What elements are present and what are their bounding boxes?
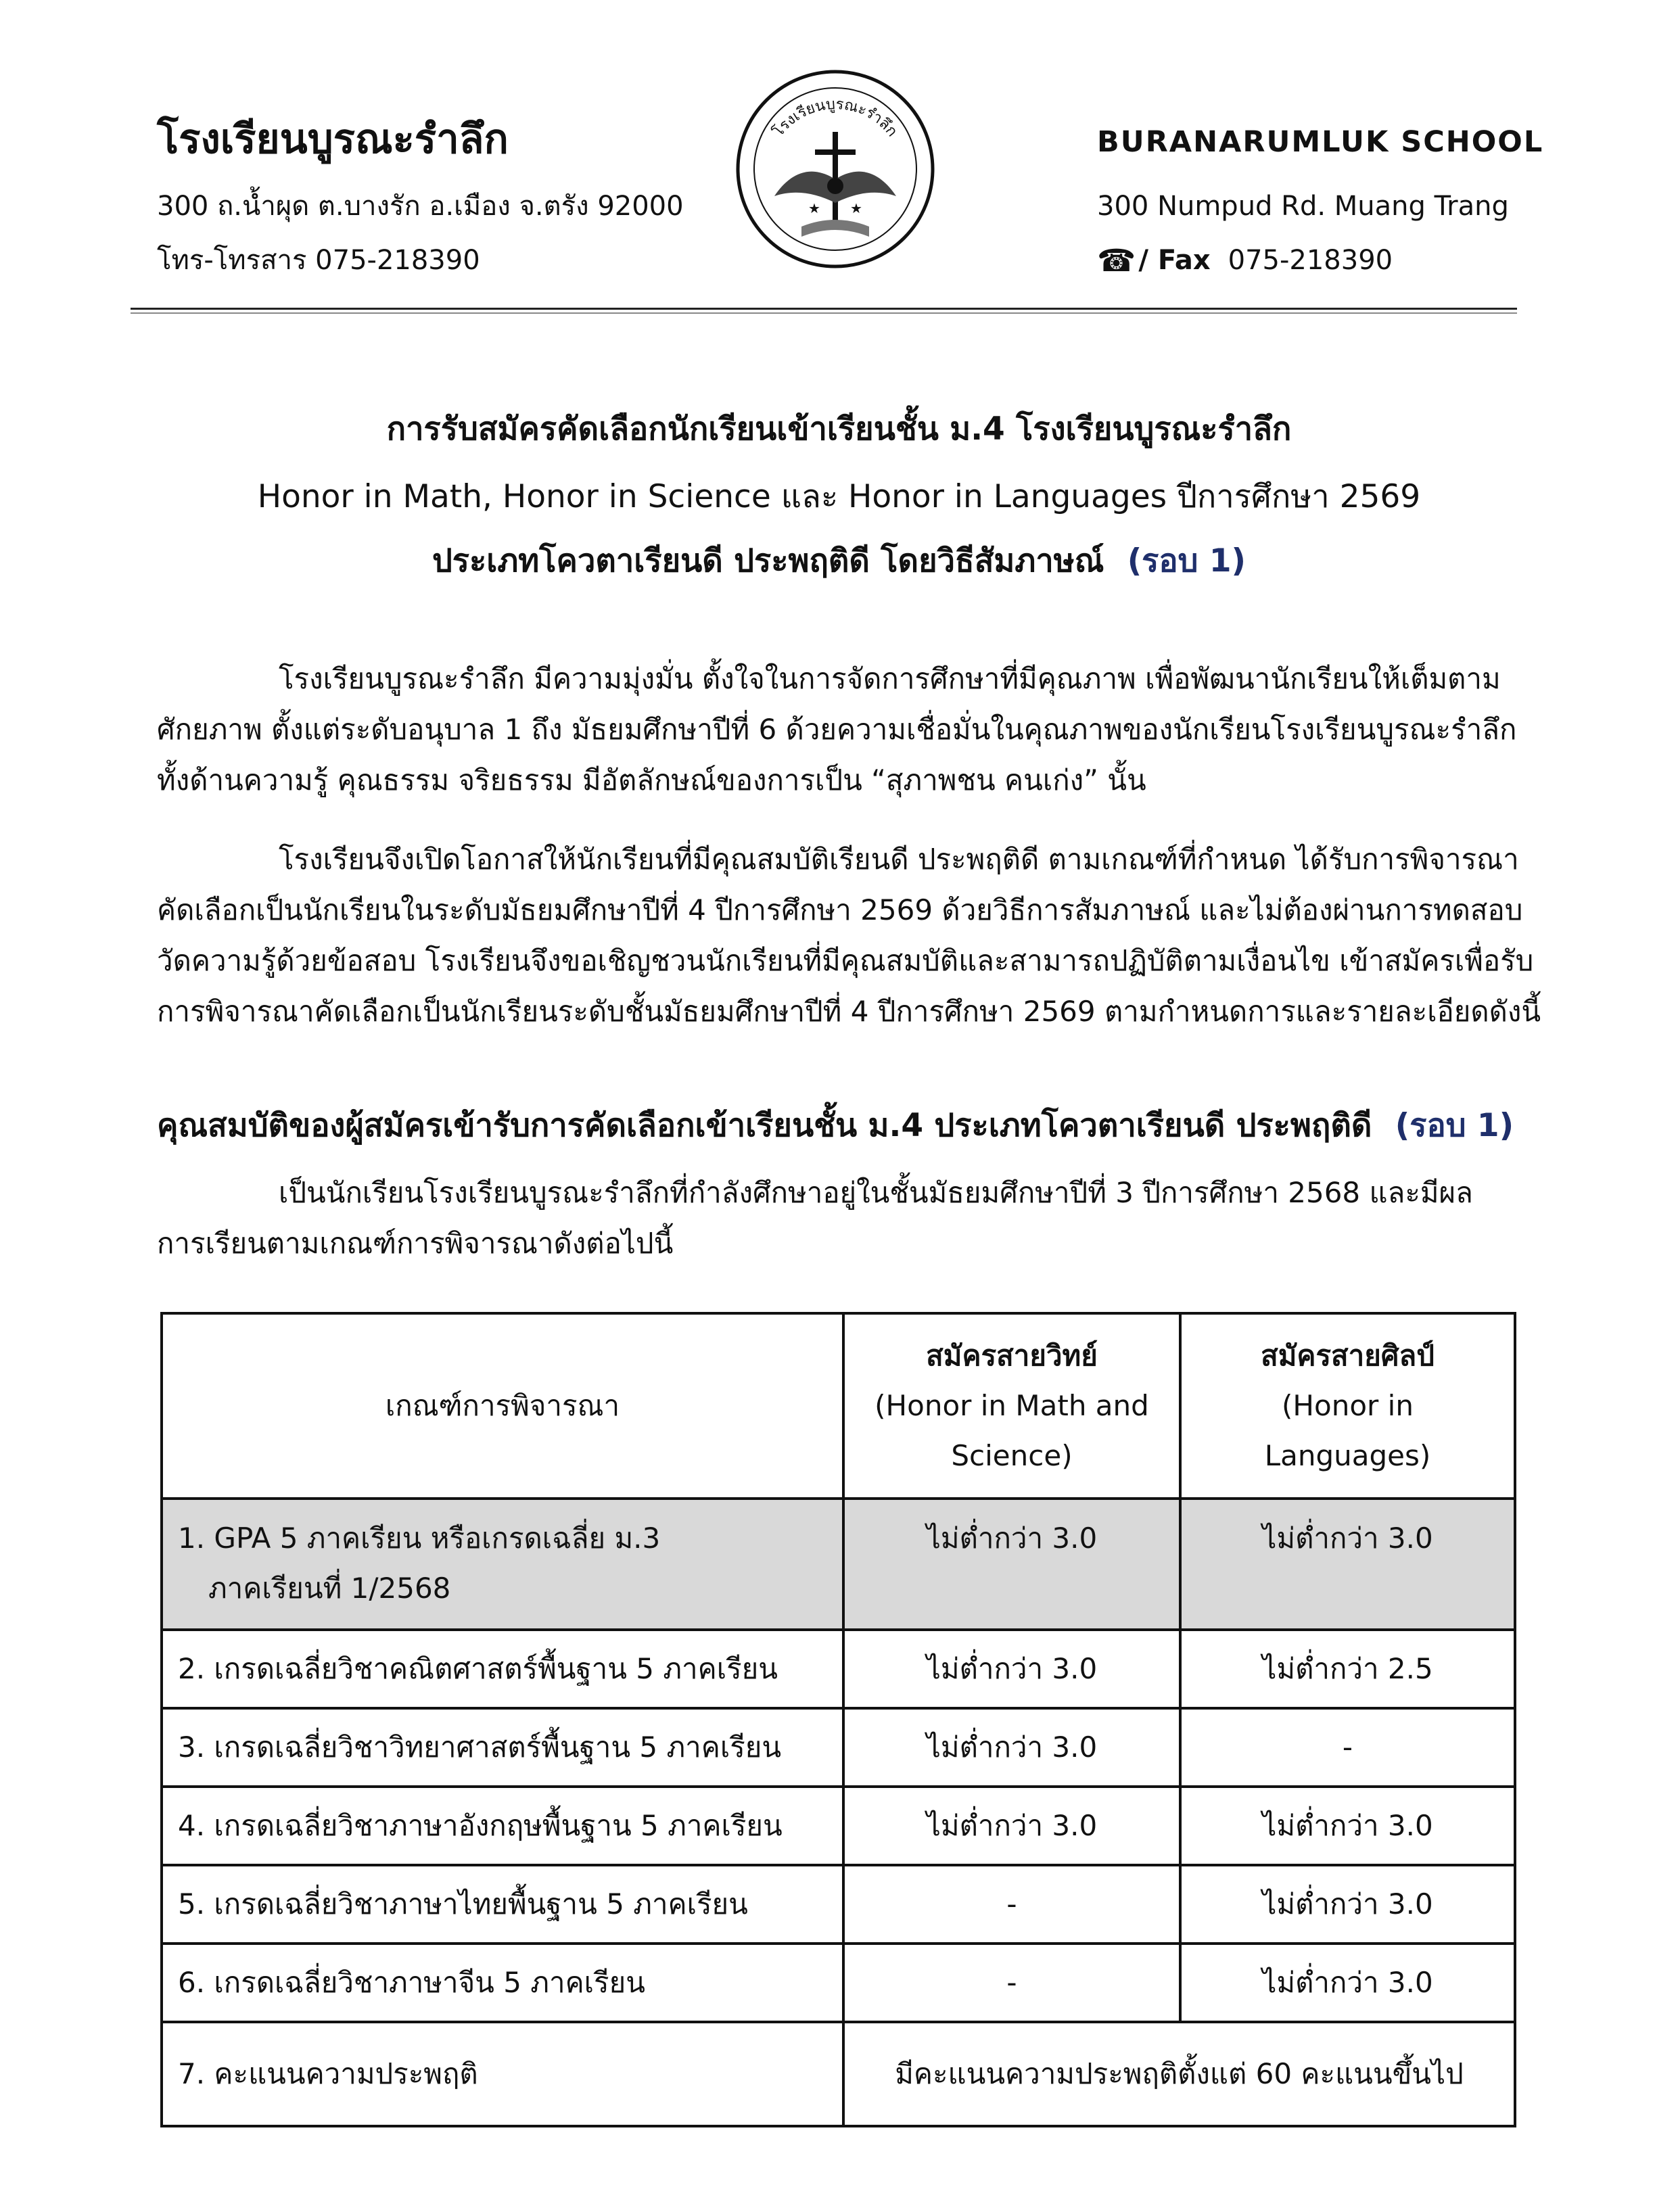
arts-cell: - xyxy=(1180,1708,1515,1787)
school-name-thai: โรงเรียนบูรณะรำลึก xyxy=(157,116,509,163)
criteria-column-header: เกณฑ์การพิจารณา xyxy=(162,1313,843,1499)
arts-header-line: Languages) xyxy=(1264,1439,1431,1472)
svg-text:★: ★ xyxy=(850,200,862,216)
science-column-header xyxy=(843,1313,1180,1499)
school-fax xyxy=(1097,240,1393,281)
paragraph-line: คัดเลือกเป็นนักเรียนในระดับมัธยมศึกษาปีที่ 4 ปีการศึกษา 2569 ด้วยวิธีการสัมภาษณ์ และไม่ต้องผ่านการทดสอบ xyxy=(157,893,1523,926)
table-header-row xyxy=(162,1313,1515,1499)
science-header-line: Science) xyxy=(951,1439,1073,1472)
arts-cell: ไม่ต่ำกว่า 3.0 xyxy=(1180,1944,1515,2022)
science-cell: ไม่ต่ำกว่า 3.0 xyxy=(843,1630,1180,1708)
table-row xyxy=(162,1944,1515,2022)
arts-column-header xyxy=(1180,1313,1515,1499)
announcement-title-line1: การรับสมัครคัดเลือกนักเรียนเข้าเรียนชั้น ม.4 โรงเรียนบูรณะรำลึก xyxy=(386,410,1292,448)
paragraph-line: เป็นนักเรียนโรงเรียนบูรณะรำลึกที่กำลังศึกษาอยู่ในชั้นมัธยมศึกษาปีที่ 3 ปีการศึกษา 2568 และมีผล xyxy=(279,1176,1473,1209)
science-cell: ไม่ต่ำกว่า 3.0 xyxy=(843,1499,1180,1630)
criterion-cell xyxy=(162,1499,843,1630)
header-divider xyxy=(131,308,1517,310)
phone-icon: ☎ xyxy=(1097,242,1136,279)
criterion-cell: 6. เกรดเฉลี่ยวิชาภาษาจีน 5 ภาคเรียน xyxy=(162,1944,843,2022)
school-address-english: 300 Numpud Rd. Muang Trang xyxy=(1097,191,1509,222)
criterion-line: 1. GPA 5 ภาคเรียน หรือเกรดเฉลี่ย ม.3 xyxy=(178,1522,661,1555)
criterion-cell: 3. เกรดเฉลี่ยวิชาวิทยาศาสตร์พื้นฐาน 5 ภาคเรียน xyxy=(162,1708,843,1787)
qualifications-heading xyxy=(157,1102,1514,1150)
school-name-english: BURANARUMLUK SCHOOL xyxy=(1097,125,1544,159)
school-phone-thai: โทร-โทรสาร 075-218390 xyxy=(157,245,480,276)
paragraph-line: วัดความรู้ด้วยข้อสอบ โรงเรียนจึงขอเชิญชวนนักเรียนที่มีคุณสมบัติและสามารถปฏิบัติตามเงื่อนไข เข้าสมัครเพื่อรับ xyxy=(157,944,1534,977)
paragraph-line: โรงเรียนบูรณะรำลึก มีความมุ่งมั่น ตั้งใจในการจัดการศึกษาที่มีคุณภาพ เพื่อพัฒนานักเรียนให้เต็มตาม xyxy=(279,662,1501,695)
announcement-title-line3 xyxy=(0,538,1678,585)
science-cell: ไม่ต่ำกว่า 3.0 xyxy=(843,1708,1180,1787)
svg-text:★: ★ xyxy=(808,200,820,216)
criterion-cell: 4. เกรดเฉลี่ยวิชาภาษาอังกฤษพื้นฐาน 5 ภาคเรียน xyxy=(162,1787,843,1865)
school-address-thai: 300 ถ.น้ำผุด ต.บางรัก อ.เมือง จ.ตรัง 92000 xyxy=(157,191,684,222)
table-row xyxy=(162,1865,1515,1944)
intro-paragraph-2 xyxy=(157,840,1541,1043)
paragraph-line: การพิจารณาคัดเลือกเป็นนักเรียนระดับชั้นมัธยมศึกษาปีที่ 4 ปีการศึกษา 2569 ตามกำหนดการและรายละเอียดดังนี้ xyxy=(157,995,1541,1028)
title-line3-text: ประเภทโควตาเรียนดี ประพฤติดี โดยวิธีสัมภาษณ์ xyxy=(432,542,1104,580)
qualifications-round-label: (รอบ 1) xyxy=(1395,1107,1514,1144)
paragraph-line: การเรียนตามเกณฑ์การพิจารณาดังต่อไปนี้ xyxy=(157,1227,674,1260)
criterion-cell: 2. เกรดเฉลี่ยวิชาคณิตศาสตร์พื้นฐาน 5 ภาคเรียน xyxy=(162,1630,843,1708)
conduct-score-cell: มีคะแนนความประพฤติตั้งแต่ 60 คะแนนขึ้นไป xyxy=(843,2022,1515,2126)
qualifications-paragraph xyxy=(157,1173,1516,1275)
table-row xyxy=(162,1499,1515,1630)
table-row xyxy=(162,2022,1515,2126)
criteria-table xyxy=(160,1312,1516,2127)
arts-cell: ไม่ต่ำกว่า 3.0 xyxy=(1180,1787,1515,1865)
paragraph-line: ศักยภาพ ตั้งแต่ระดับอนุบาล 1 ถึง มัธยมศึกษาปีที่ 6 ด้วยความเชื่อมั่นในคุณภาพของนักเรียนโรงเรียนบูรณะรำลึก xyxy=(157,713,1517,746)
paragraph-line: โรงเรียนจึงเปิดโอกาสให้นักเรียนที่มีคุณสมบัติเรียนดี ประพฤติดี ตามเกณฑ์ที่กำหนด ได้รับการพิจารณา xyxy=(279,843,1519,876)
table-row xyxy=(162,1708,1515,1787)
header-divider-shadow xyxy=(131,312,1517,314)
fax-label: / Fax xyxy=(1138,245,1211,276)
arts-header-line: สมัครสายศิลป์ xyxy=(1261,1339,1435,1372)
criterion-cell: 7. คะแนนความประพฤติ xyxy=(162,2022,843,2126)
criterion-cell: 5. เกรดเฉลี่ยวิชาภาษาไทยพื้นฐาน 5 ภาคเรียน xyxy=(162,1865,843,1944)
table-row xyxy=(162,1630,1515,1708)
arts-header-line: (Honor in xyxy=(1282,1389,1414,1422)
paragraph-line: ทั้งด้านความรู้ คุณธรรม จริยธรรม มีอัตลักษณ์ของการเป็น “สุภาพชน คนเก่ง” นั้น xyxy=(157,763,1146,797)
announcement-title-line2: Honor in Math, Honor in Science และ Honor in Languages ปีการศึกษา 2569 xyxy=(257,478,1421,515)
science-cell: ไม่ต่ำกว่า 3.0 xyxy=(843,1787,1180,1865)
logo-text: โรงเรียนบูรณะรำลึก xyxy=(770,96,901,141)
science-cell: - xyxy=(843,1865,1180,1944)
science-cell: - xyxy=(843,1944,1180,2022)
title-round-label: (รอบ 1) xyxy=(1127,542,1246,580)
science-header-line: สมัครสายวิทย์ xyxy=(926,1339,1098,1372)
school-logo xyxy=(734,68,937,270)
arts-cell: ไม่ต่ำกว่า 3.0 xyxy=(1180,1499,1515,1630)
science-header-line: (Honor in Math and xyxy=(875,1389,1149,1422)
table-row xyxy=(162,1787,1515,1865)
qualifications-heading-text: คุณสมบัติของผู้สมัครเข้ารับการคัดเลือกเข้าเรียนชั้น ม.4 ประเภทโควตาเรียนดี ประพฤติดี xyxy=(157,1107,1372,1144)
intro-paragraph-1 xyxy=(157,659,1516,811)
arts-cell: ไม่ต่ำกว่า 3.0 xyxy=(1180,1865,1515,1944)
arts-cell: ไม่ต่ำกว่า 2.5 xyxy=(1180,1630,1515,1708)
fax-number: 075-218390 xyxy=(1228,245,1393,276)
criterion-line: ภาคเรียนที่ 1/2568 xyxy=(208,1572,451,1605)
